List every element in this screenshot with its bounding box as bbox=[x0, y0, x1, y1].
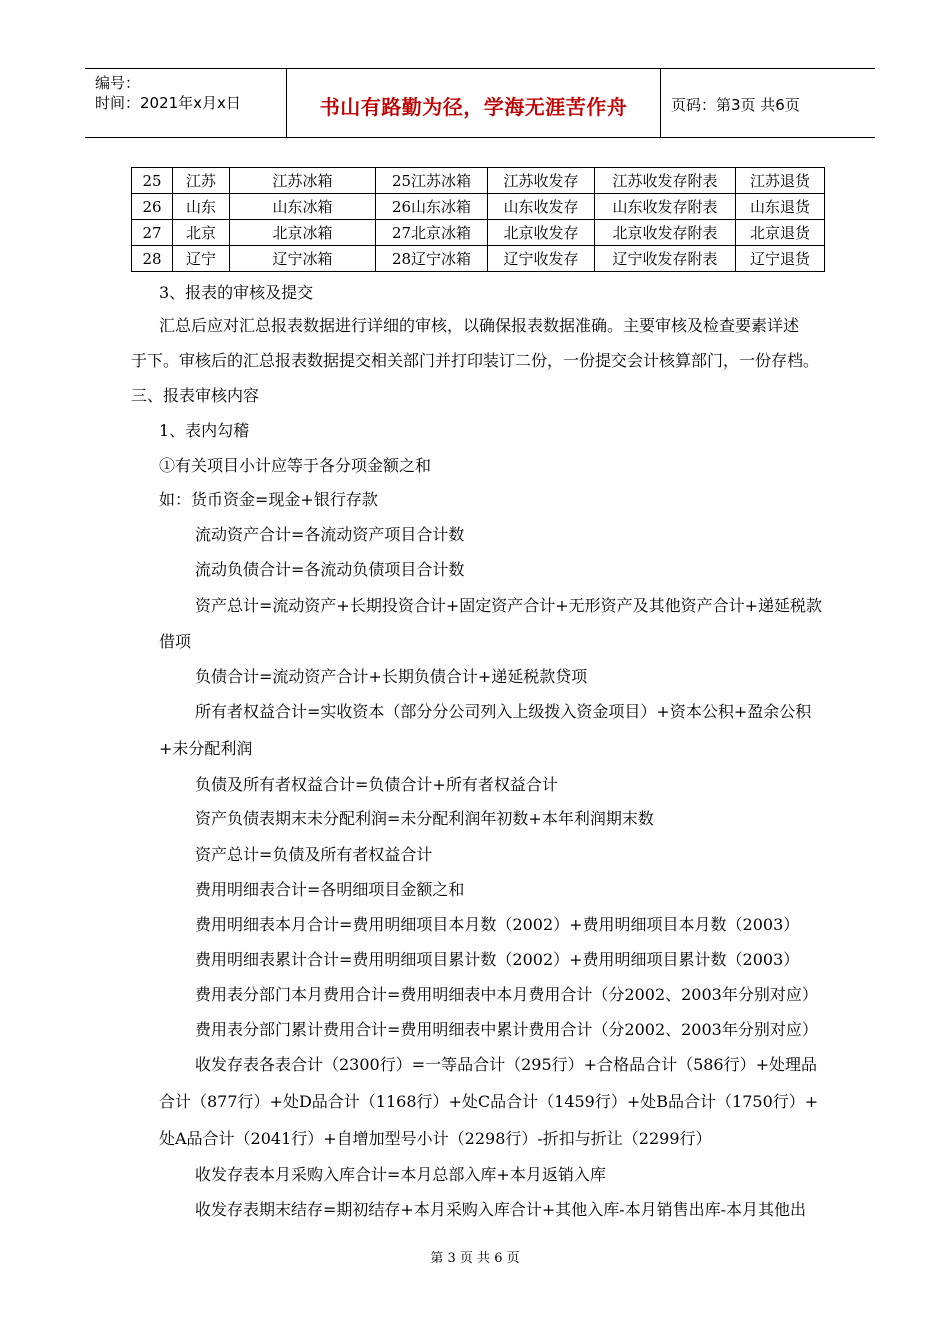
header-meta bbox=[95, 73, 285, 113]
table-cell: 山东冰箱 bbox=[230, 194, 376, 220]
page-header bbox=[85, 68, 875, 138]
table-cell: 江苏退货 bbox=[736, 168, 825, 194]
paragraph-line: ①有关项目小计应等于各分项金额之和 bbox=[159, 456, 432, 475]
formula-line: 负债及所有者权益合计=负债合计+所有者权益合计 bbox=[195, 775, 558, 794]
table-cell: 辽宁冰箱 bbox=[230, 246, 376, 272]
header-number: 编号： bbox=[95, 74, 141, 92]
table-cell: 26 bbox=[132, 194, 173, 220]
table-cell: 北京冰箱 bbox=[230, 220, 376, 246]
formula-line: 流动资产合计=各流动资产项目合计数 bbox=[195, 525, 465, 544]
table-cell: 北京收发存附表 bbox=[595, 220, 736, 246]
formula-line: +未分配利润 bbox=[159, 739, 253, 758]
table-row bbox=[132, 220, 825, 246]
formula-line: 收发存表期末结存=期初结存+本月采购入库合计+其他入库-本月销售出库-本月其他出 bbox=[195, 1200, 807, 1219]
table-cell: 辽宁 bbox=[173, 246, 230, 272]
formula-line: 负债合计=流动资产合计+长期负债合计+递延税款贷项 bbox=[195, 667, 588, 686]
paragraph-line: 于下。审核后的汇总报表数据提交相关部门并打印装订二份，一份提交会计核算部门，一份存档。 bbox=[131, 351, 820, 370]
formula-line: 借项 bbox=[159, 632, 192, 651]
formula-line: 费用表分部门累计费用合计=费用明细表中累计费用合计（分2002、2003年分别对应） bbox=[195, 1020, 818, 1039]
table-cell: 江苏收发存附表 bbox=[595, 168, 736, 194]
table-cell: 北京收发存 bbox=[488, 220, 595, 246]
formula-line: 资产总计=流动资产+长期投资合计+固定资产合计+无形资产及其他资产合计+递延税款 bbox=[195, 596, 823, 615]
formula-line: 资产总计=负债及所有者权益合计 bbox=[195, 845, 433, 864]
table-cell: 25江苏冰箱 bbox=[376, 168, 488, 194]
formula-line: 合计（877行）+处D品合计（1168行）+处C品合计（1459行）+处B品合计（1750行）+ bbox=[159, 1092, 819, 1111]
table-cell: 北京退货 bbox=[736, 220, 825, 246]
formula-line: 所有者权益合计=实收资本（部分分公司列入上级拨入资金项目）+资本公积+盈余公积 bbox=[195, 702, 812, 721]
header-motto: 书山有路勤为径，学海无涯苦作舟 bbox=[319, 95, 628, 119]
table-cell: 江苏 bbox=[173, 168, 230, 194]
table-cell: 27 bbox=[132, 220, 173, 246]
section-heading: 三、报表审核内容 bbox=[131, 386, 260, 405]
formula-line: 费用表分部门本月费用合计=费用明细表中本月费用合计（分2002、2003年分别对应） bbox=[195, 985, 818, 1004]
table-cell: 北京 bbox=[173, 220, 230, 246]
table-cell: 山东 bbox=[173, 194, 230, 220]
table-cell: 28 bbox=[132, 246, 173, 272]
table-cell: 山东收发存 bbox=[488, 194, 595, 220]
formula-line: 收发存表各表合计（2300行）=一等品合计（295行）+合格品合计（586行）+处理品 bbox=[195, 1055, 818, 1074]
formula-line: 资产负债表期末未分配利润=未分配利润年初数+本年利润期末数 bbox=[195, 809, 654, 828]
page-footer: 第 3 页 共 6 页 bbox=[430, 1251, 520, 1266]
formula-line: 费用明细表合计=各明细项目金额之和 bbox=[195, 880, 465, 899]
formula-line: 费用明细表累计合计=费用明细项目累计数（2002）+费用明细项目累计数（2003） bbox=[195, 950, 800, 969]
table-cell: 山东退货 bbox=[736, 194, 825, 220]
table-cell: 辽宁收发存 bbox=[488, 246, 595, 272]
formula-line: 收发存表本月采购入库合计=本月总部入库+本月返销入库 bbox=[195, 1165, 606, 1184]
paragraph-line: 汇总后应对汇总报表数据进行详细的审核，以确保报表数据准确。主要审核及检查要素详述 bbox=[159, 316, 800, 335]
header-motto-box bbox=[286, 69, 661, 137]
section-heading: 3、报表的审核及提交 bbox=[159, 283, 314, 302]
table-cell: 江苏收发存 bbox=[488, 168, 595, 194]
table-cell: 辽宁退货 bbox=[736, 246, 825, 272]
formula-line: 费用明细表本月合计=费用明细项目本月数（2002）+费用明细项目本月数（2003） bbox=[195, 915, 800, 934]
table-row bbox=[132, 246, 825, 272]
formula-line: 处A品合计（2041行）+自增加型号小计（2298行）-折扣与折让（2299行） bbox=[159, 1129, 712, 1148]
table-cell: 28辽宁冰箱 bbox=[376, 246, 488, 272]
table-cell: 25 bbox=[132, 168, 173, 194]
subsection-heading: 1、表内勾稽 bbox=[159, 421, 250, 440]
report-table bbox=[131, 167, 825, 272]
table-row bbox=[132, 194, 825, 220]
header-page-code: 页码：第3页 共6页 bbox=[671, 96, 800, 114]
paragraph-line: 如：货币资金=现金+银行存款 bbox=[159, 490, 378, 509]
table-cell: 辽宁收发存附表 bbox=[595, 246, 736, 272]
table-cell: 山东收发存附表 bbox=[595, 194, 736, 220]
table-cell: 27北京冰箱 bbox=[376, 220, 488, 246]
header-time: 时间：2021年x月x日 bbox=[95, 94, 241, 112]
table-cell: 26山东冰箱 bbox=[376, 194, 488, 220]
formula-line: 流动负债合计=各流动负债项目合计数 bbox=[195, 560, 465, 579]
table-row bbox=[132, 168, 825, 194]
table-cell: 江苏冰箱 bbox=[230, 168, 376, 194]
